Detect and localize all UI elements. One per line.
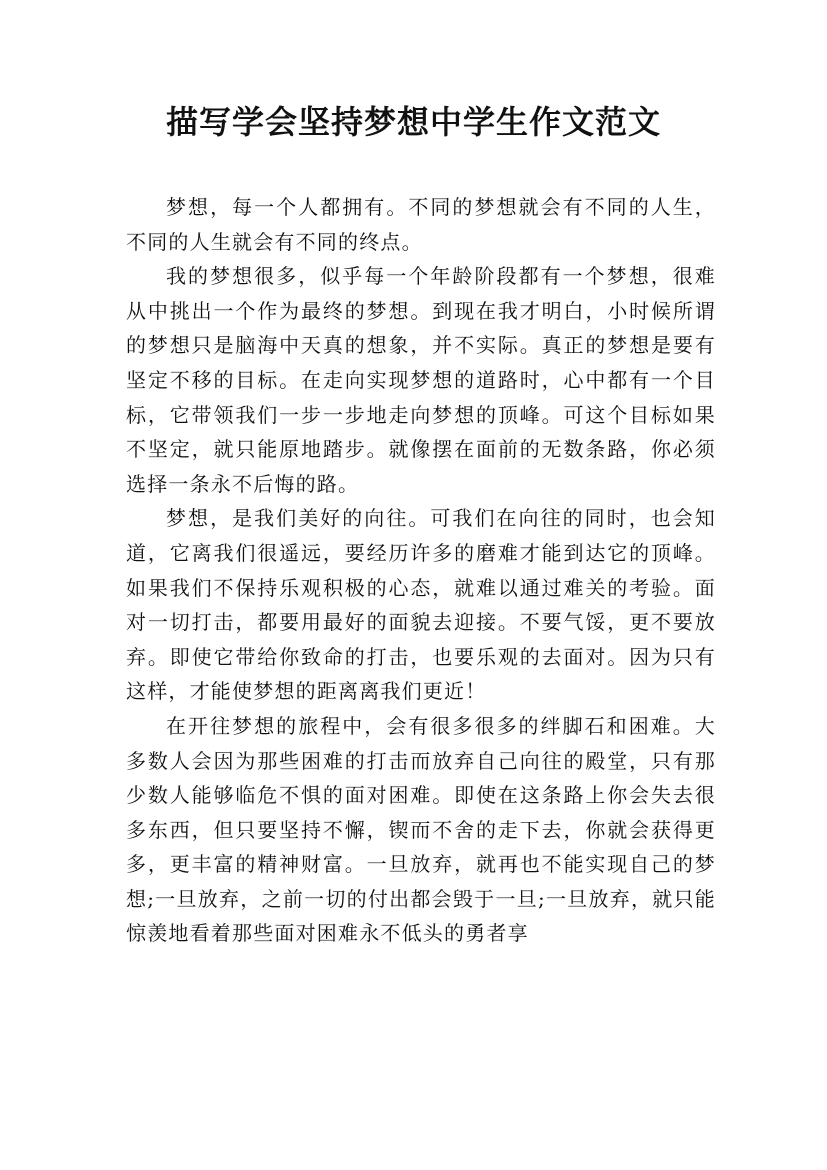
paragraph: 在开往梦想的旅程中，会有很多很多的绊脚石和困难。大多数人会因为那些困难的打击而放弃自己向往的殿堂，只有那少数人能够临危不惧的面对困难。即使在这条路上你会失去很多东西，但只要坚持不懈，锲而不舍的走下去，你就会获得更多，更丰富的精神财富。一旦放弃，就再也不能实现自己的梦想;一旦放弃，之前一切的付出都会毁于一旦;一旦放弃，就只能惊羡地看着那些面对困难永不低头的勇者享 (126, 713, 716, 946)
paragraph: 我的梦想很多，似乎每一个年龄阶段都有一个梦想，很难从中挑出一个作为最终的梦想。到现在我才明白，小时候所谓的梦想只是脑海中天真的想象，并不实际。真正的梦想是要有坚定不移的目标。在走向实现梦想的道路时，心中都有一个目标，它带领我们一步一步地走向梦想的顶峰。可这个目标如果不坚定，就只能原地踏步。就像摆在面前的无数条路，你必须选择一条永不后悔的路。 (126, 264, 716, 496)
paragraph: 梦想，每一个人都拥有。不同的梦想就会有不同的人生，不同的人生就会有不同的终点。 (126, 195, 716, 254)
document-title: 描写学会坚持梦想中学生作文范文 (165, 103, 661, 141)
document-body (126, 190, 716, 951)
paragraph: 梦想，是我们美好的向往。可我们在向往的同时，也会知道，它离我们很遥远，要经历许多的磨难才能到达它的顶峰。如果我们不保持乐观积极的心态，就难以通过难关的考验。面对一切打击，都要用最好的面貌去迎接。不要气馁，更不要放弃。即使它带给你致命的打击，也要乐观的去面对。因为只有这样，才能使梦想的距离离我们更近！ (126, 506, 716, 704)
